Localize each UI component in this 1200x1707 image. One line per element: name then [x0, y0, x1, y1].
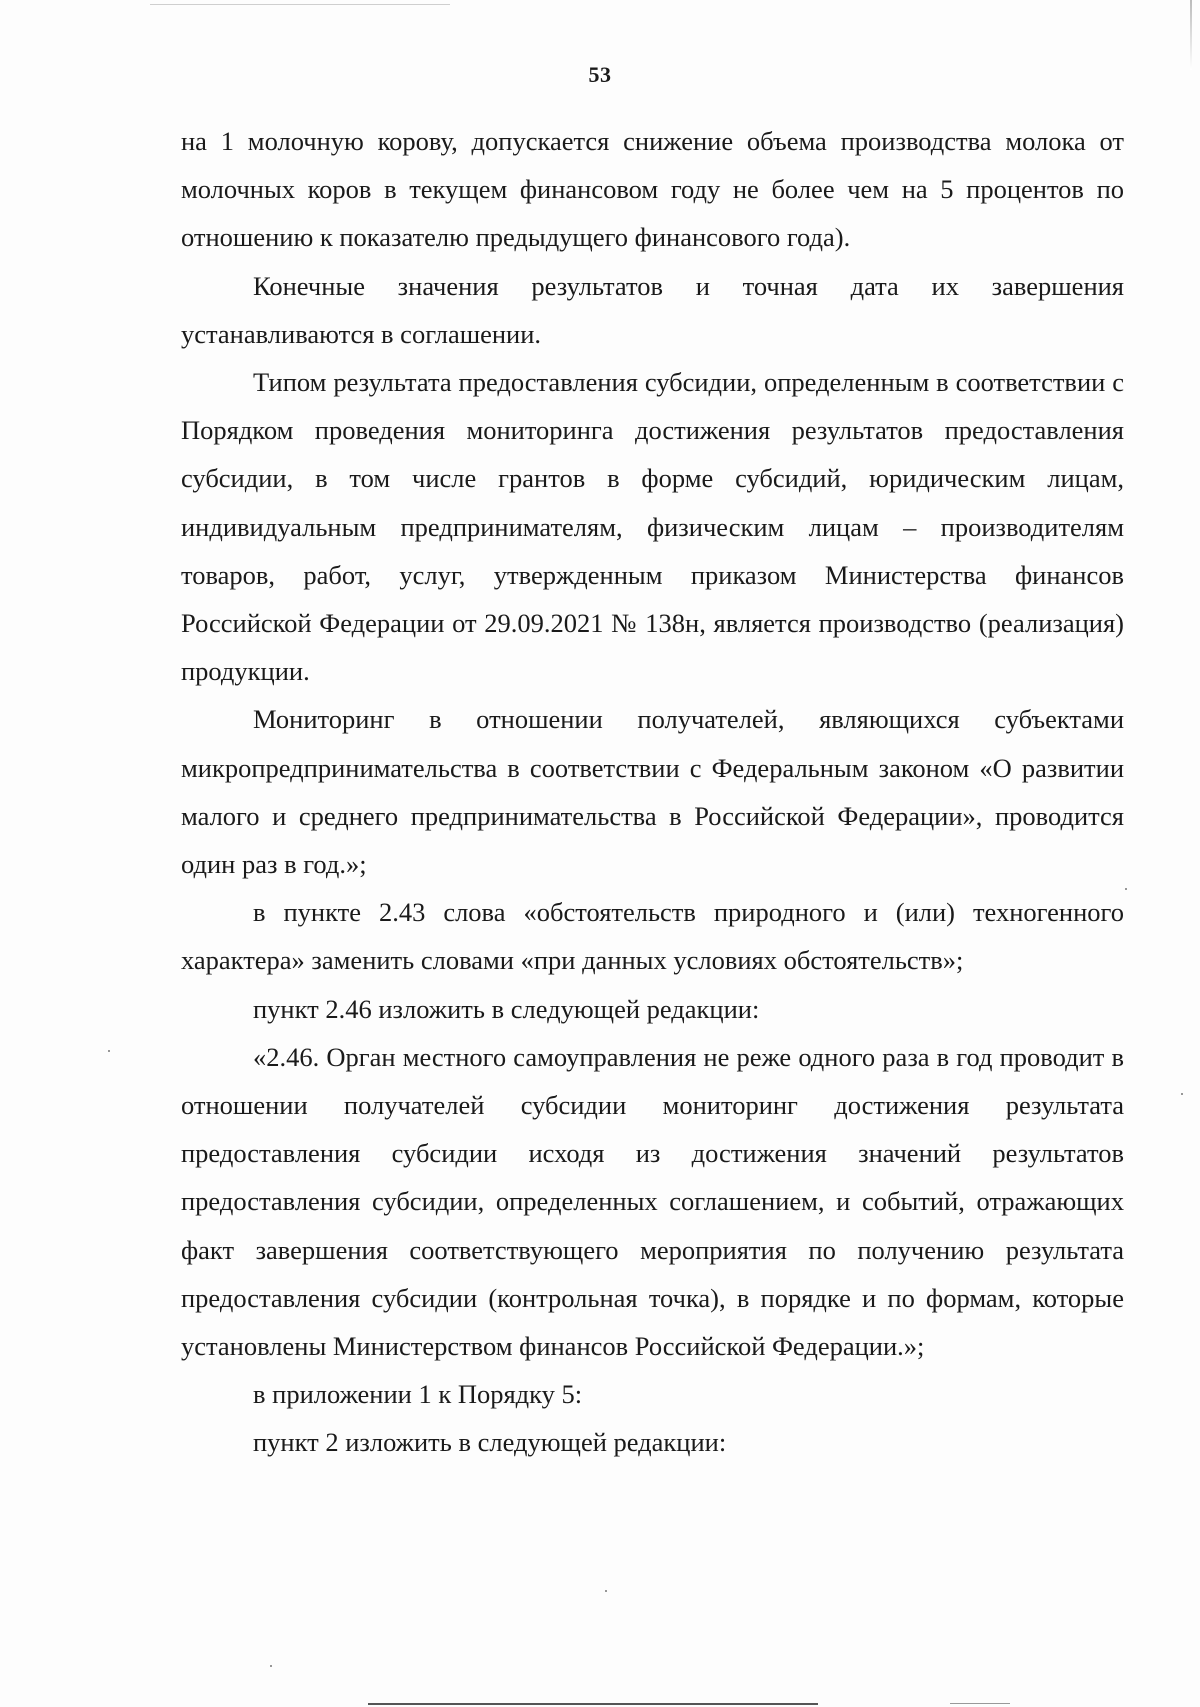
scan-edge-shadow — [1190, 0, 1192, 70]
scan-top-rule — [150, 4, 450, 5]
paragraph-7: «2.46. Орган местного самоуправления не реже одного раза в год проводит в отношении получателей субсидии мониторинг достижения результата предоставления субсидии исходя из достижения значений результатов предоставления субсидии, определенных соглашением, и событий, отражающих факт завершения соответствующего мероприятия по получению результата предоставления субсидии (контрольная точка), в порядке и по формам, которые установлены Министерством финансов Российской Федерации.»; — [181, 1041, 1124, 1362]
paragraph-8: в приложении 1 к Порядку 5: — [253, 1379, 583, 1410]
paragraph-4: Мониторинг в отношении получателей, являющихся субъектами микропредпринимательства в соответствии с Федеральным законом «О развитии малого и среднего предпринимательства в Российской Федерации», проводится один раз в год.»; — [181, 704, 1124, 880]
document-body — [181, 117, 1124, 1467]
paragraph-9: пункт 2 изложить в следующей редакции: — [253, 1427, 727, 1458]
paragraph-5: в пункте 2.43 слова «обстоятельств природного и (или) техногенного характера» заменить словами «при данных условиях обстоятельств»; — [181, 897, 1124, 976]
scan-speck — [605, 1590, 607, 1592]
page-number: 53 — [588, 62, 612, 87]
scan-speck — [270, 1665, 272, 1667]
paragraph-6: пункт 2.46 изложить в следующей редакции: — [253, 993, 760, 1024]
scan-speck — [1181, 1093, 1183, 1095]
scan-bottom-rule — [950, 1703, 1010, 1704]
scan-bottom-rule — [368, 1703, 818, 1705]
paragraph-2: Конечные значения результатов и точная дата их завершения устанавливаются в соглашении. — [181, 270, 1124, 349]
scan-speck — [1125, 888, 1127, 890]
paragraph-1: на 1 молочную корову, допускается снижение объема производства молока от молочных коров в текущем финансовом году не более чем на 5 процентов по отношению к показателю предыдущего финансового года). — [181, 126, 1124, 253]
paragraph-3: Типом результата предоставления субсидии, определенным в соответствии с Порядком проведения мониторинга достижения результатов предоставления субсидии, в том числе грантов в форме субсидий, юридическим лицам, индивидуальным предпринимателям, физическим лицам – производителям товаров, работ, услуг, утвержденным приказом Министерства финансов Российской Федерации от 29.09.2021 № 138н, является производство (реализация) продукции. — [181, 367, 1124, 687]
scan-speck — [108, 1050, 110, 1052]
